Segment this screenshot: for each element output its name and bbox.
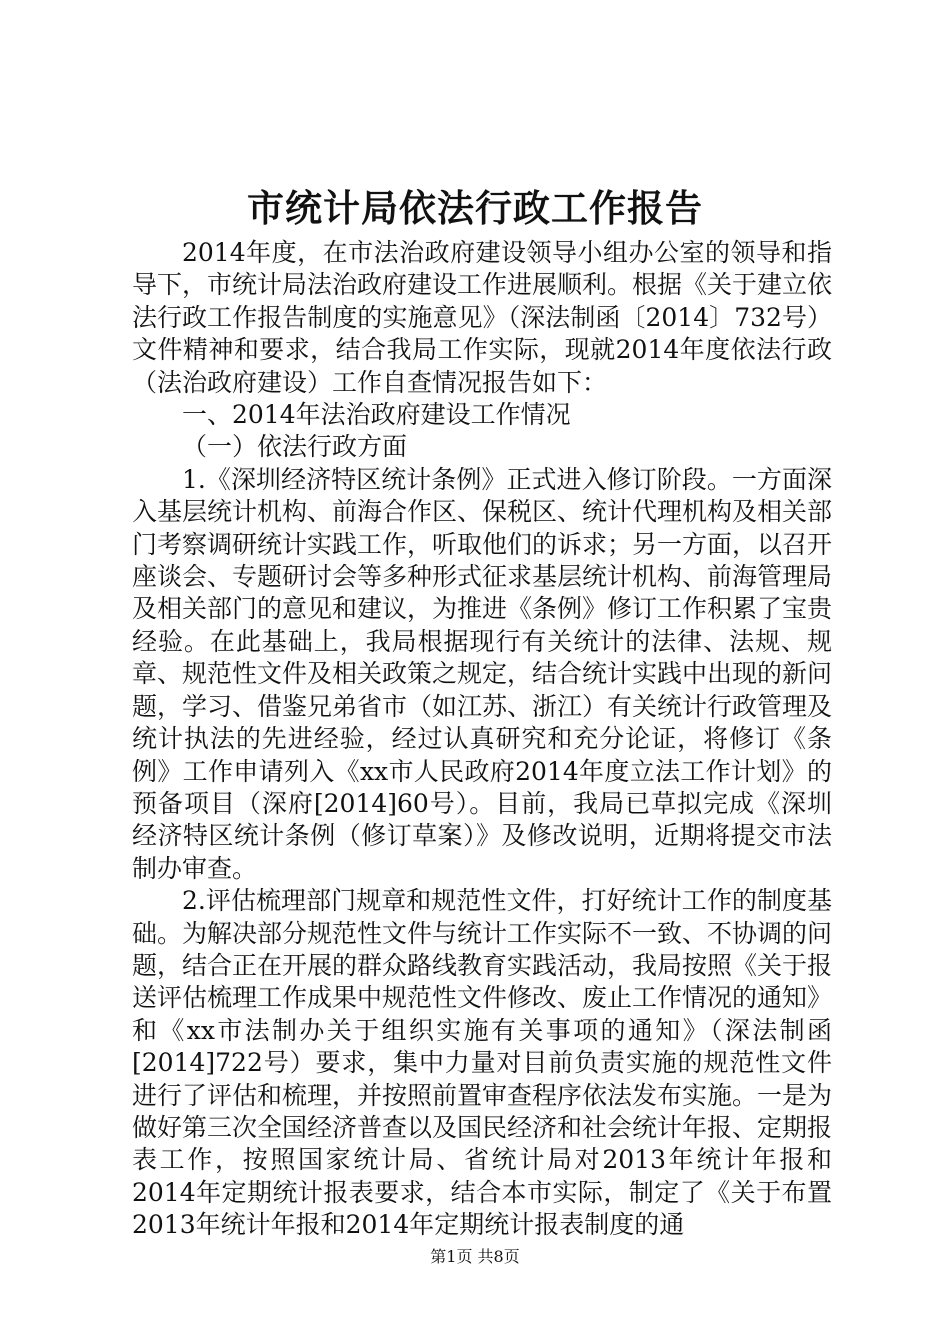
document-body <box>132 237 832 1242</box>
page-footer: 第1页 共8页 <box>430 1247 520 1266</box>
document-title: 市统计局依法行政工作报告 <box>247 186 703 230</box>
intro-paragraph: 2014年度，在市法治政府建设领导小组办公室的领导和指导下，市统计局法治政府建设工作进展顺利。根据《关于建立依法行政工作报告制度的实施意见》（深法制函〔2014〕732号）文件精神和要求，结合我局工作实际，现就2014年度依法行政（法治政府建设）工作自查情况报告如下： <box>132 238 833 397</box>
item-paragraph-2: 2.评估梳理部门规章和规范性文件，打好统计工作的制度基础。为解决部分规范性文件与统计工作实际不一致、不协调的问题，结合正在开展的群众路线教育实践活动，我局按照《关于报送评估梳理工作成果中规范性文件修改、废止工作情况的通知》和《xx市法制办关于组织实施有关事项的通知》（深法制函[2014]722号）要求，集中力量对目前负责实施的规范性文件进行了评估和梳理，并按照前置审查程序依法发布实施。一是为做好第三次全国经济普查以及国民经济和社会统计年报、定期报表工作，按照国家统计局、省统计局对2013年统计年报和2014年定期统计报表要求，结合本市实际，制定了《关于布置2013年统计年报和2014年定期统计报表制度的通 <box>132 886 833 1240</box>
item-paragraph-1: 1.《深圳经济特区统计条例》正式进入修订阶段。一方面深入基层统计机构、前海合作区、保税区、统计代理机构及相关部门考察调研统计实践工作，听取他们的诉求；另一方面，以召开座谈会、专题研讨会等多种形式征求基层统计机构、前海管理局及相关部门的意见和建议，为推进《条例》修订工作积累了宝贵经验。在此基础上，我局根据现行有关统计的法律、法规、规章、规范性文件及相关政策之规定，结合统计实践中出现的新问题，学习、借鉴兄弟省市（如江苏、浙江）有关统计行政管理及统计执法的先进经验，经过认真研究和充分论证，将修订《条例》工作申请列入《xx市人民政府2014年度立法工作计划》的预备项目（深府[2014]60号）。目前，我局已草拟完成《深圳经济特区统计条例（修订草案）》及修改说明，近期将提交市法制办审查。 <box>132 464 833 883</box>
section-heading-1: 一、2014年法治政府建设工作情况 <box>182 400 571 430</box>
subsection-heading-1: （一）依法行政方面 <box>182 432 408 462</box>
